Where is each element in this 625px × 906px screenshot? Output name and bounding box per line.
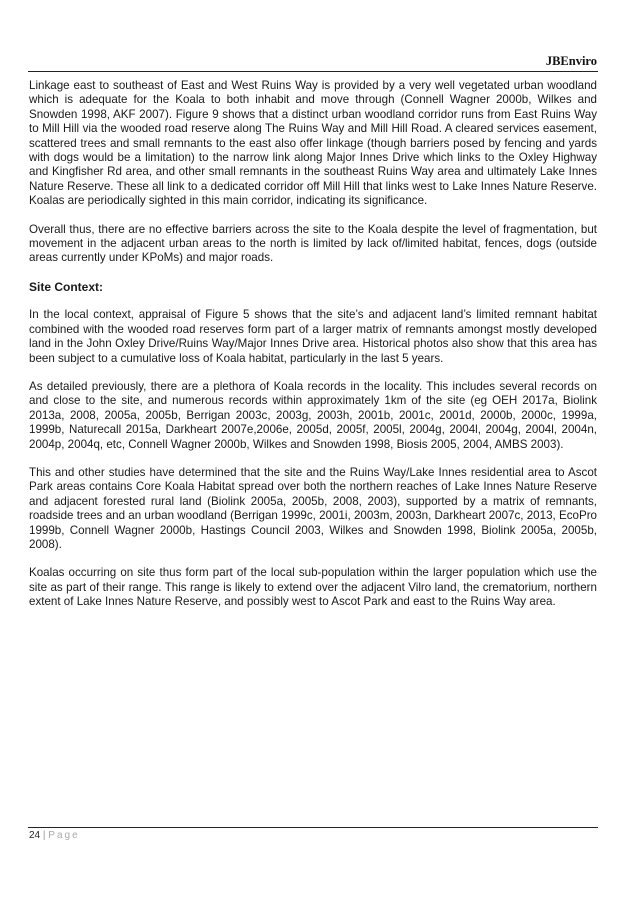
footer-separator: | [42,830,46,841]
paragraph-koala-records: As detailed previously, there are a plethora of Koala records in the locality. This includes several records on and close to the site, and numerous records within approximately 1km of the site (eg OEH 2017a, Biolink 2013a, 2008, 2005a, 2005b, Berrigan 2003c, 2003g, 2003h, 2001b, 2001c, 2001d, 2000b, 2000c, 1999a, 1999b, Naturecall 2015a, Darkheart 2007e,2006e, 2005d, 2005f, 2005l, 2004g, 2004l, 2004g, 2004l, 2004n, 2004p, 2004q, etc, Connell Wagner 2000b, Wilkes and Snowden 1998, Biosis 2005, 2004, AMBS 2003). [29,379,597,451]
paragraph-sub-population: Koalas occurring on site thus form part of the local sub-population within the larger population which use the site as part of their range. This range is likely to extend over the adjacent Vilro land, the crematorium, northern extent of Lake Innes Nature Reserve, and possibly west to Ascot Park and east to the Ruins Way area. [29,566,597,609]
section-heading-site-context: Site Context: [29,279,104,294]
header-rule [28,71,598,72]
page-footer [29,830,80,841]
paragraph-core-habitat: This and other studies have determined that the site and the Ruins Way/Lake Innes residential area to Ascot Park areas contains Core Koala Habitat spread over both the northern reaches of Lake Innes Nature Reserve and adjacent forested rural land (Biolink 2005a, 2005b, 2008, 2003), supported by a matrix of remnants, roadside trees and an urban woodland (Berrigan 1999c, 2001i, 2003m, 2003n, Darkheart 2007c, 2013, EcoPro 1999b, Connell Wagner 2000b, Hastings Council 2003, Wilkes and Snowden 1998, Biolink 2005a, 2005b, 2008). [29,465,597,551]
paragraph-linkage: Linkage east to southeast of East and West Ruins Way is provided by a very well vegetated urban woodland which is adequate for the Koala to both inhabit and move through (Connell Wagner 2000b, Wilkes and Snowden 1998, AKF 2007). Figure 9 shows that a distinct urban woodland corridor runs from East Ruins Way to Mill Hill via the wooded road reserve along The Ruins Way and Mill Hill Road. A cleared services easement, scattered trees and small remnants to the east also offer linkage (though barriers posed by fencing and yards with dogs would be a limitation) to the narrow link along Major Innes Drive which links to the Oxley Highway and Kingfisher Rd area, and other small remnants in the southeast Ruins Way area and ultimately Lake Innes Nature Reserve. These all link to a dedicated corridor off Mill Hill that links west to Lake Innes Nature Reserve. Koalas are periodically sighted in this main corridor, indicating its significance. [29,79,597,208]
footer-rule [28,827,598,828]
document-body [29,79,597,624]
footer-page-label: Page [48,830,80,841]
paragraph-barriers: Overall thus, there are no effective barriers across the site to the Koala despite the level of fragmentation, but movement in the adjacent urban areas to the north is limited by lack of/limited habitat, fences, dogs (outside areas currently under KPoMs) and major roads. [29,222,597,265]
page-number: 24 [29,830,41,841]
paragraph-local-context: In the local context, appraisal of Figure 5 shows that the site’s and adjacent land’s limited remnant habitat combined with the wooded road reserves form part of a larger matrix of remnants amongst mostly developed land in the John Oxley Drive/Ruins Way/Major Innes Drive area. Historical photos also show that this area has been subject to a cumulative loss of Koala habitat, particularly in the last 5 years. [29,308,597,365]
header-brand: JBEnviro [545,54,597,68]
